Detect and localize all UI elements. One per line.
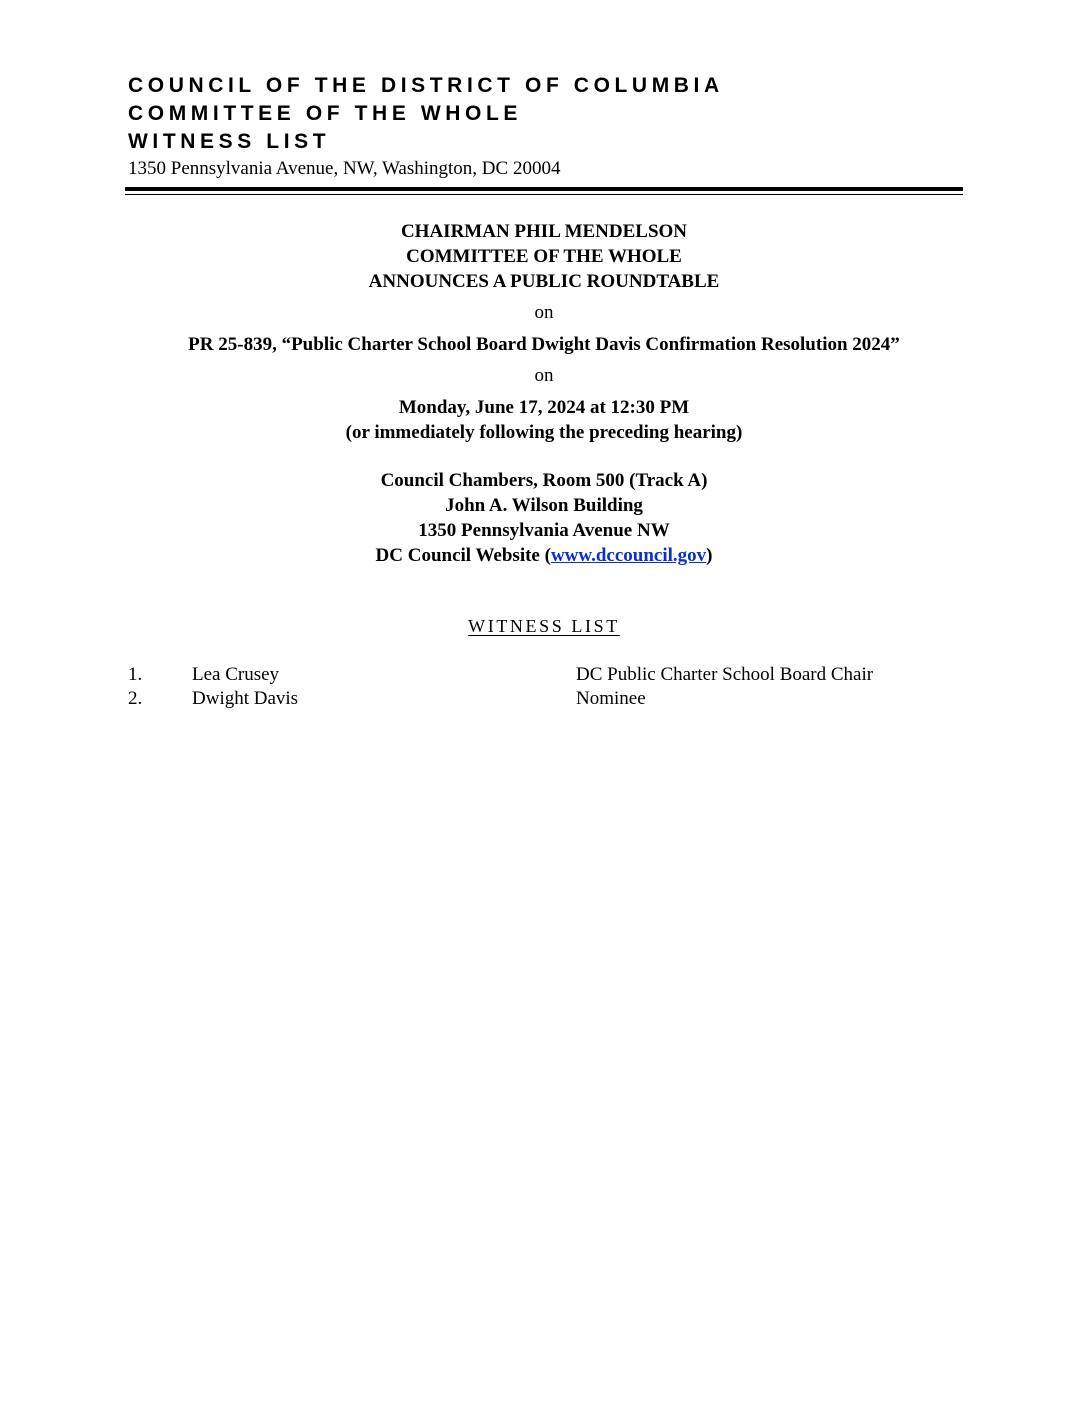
location-street: 1350 Pennsylvania Avenue NW <box>418 520 670 541</box>
header-divider-thin <box>125 194 963 195</box>
header-divider-thick <box>125 187 963 191</box>
location-website <box>0 543 1088 568</box>
witness-name: Lea Crusey <box>192 664 280 685</box>
letterhead <box>128 72 968 182</box>
website-suffix: ) <box>706 545 713 566</box>
announcement-header <box>0 219 1088 294</box>
witness-name: Dwight Davis <box>192 688 299 709</box>
on-connector-1: on <box>534 302 554 323</box>
witness-number: 1. <box>128 664 143 685</box>
hearing-date-note: (or immediately following the preceding hearing) <box>345 422 743 443</box>
hearing-datetime <box>0 395 1088 445</box>
witness-list-heading: WITNESS LIST <box>468 616 620 636</box>
witness-title: Nominee <box>576 688 646 709</box>
website-prefix: DC Council Website ( <box>375 545 551 566</box>
website-link[interactable]: www.dccouncil.gov <box>550 545 707 566</box>
witness-list <box>128 663 968 711</box>
location-room: Council Chambers, Room 500 (Track A) <box>380 470 708 491</box>
witness-row <box>128 687 968 711</box>
document-type: WITNESS LIST <box>128 130 331 153</box>
council-name: COUNCIL OF THE DISTRICT OF COLUMBIA <box>128 74 724 97</box>
resolution-title: PR 25-839, “Public Charter School Board Dwight Davis Confirmation Resolution 2024” <box>188 334 900 355</box>
witness-number: 2. <box>128 688 143 709</box>
hearing-location <box>0 468 1088 568</box>
witness-row <box>128 663 968 687</box>
announces-line: ANNOUNCES A PUBLIC ROUNDTABLE <box>368 271 720 292</box>
on-connector-2: on <box>534 365 554 386</box>
committee-line: COMMITTEE OF THE WHOLE <box>406 246 682 267</box>
location-building: John A. Wilson Building <box>445 495 643 516</box>
letterhead-address: 1350 Pennsylvania Avenue, NW, Washington, DC 20004 <box>128 158 561 179</box>
witness-title: DC Public Charter School Board Chair <box>576 664 874 685</box>
chairman-line: CHAIRMAN PHIL MENDELSON <box>400 221 688 242</box>
committee-name: COMMITTEE OF THE WHOLE <box>128 102 523 125</box>
hearing-date: Monday, June 17, 2024 at 12:30 PM <box>398 397 690 418</box>
